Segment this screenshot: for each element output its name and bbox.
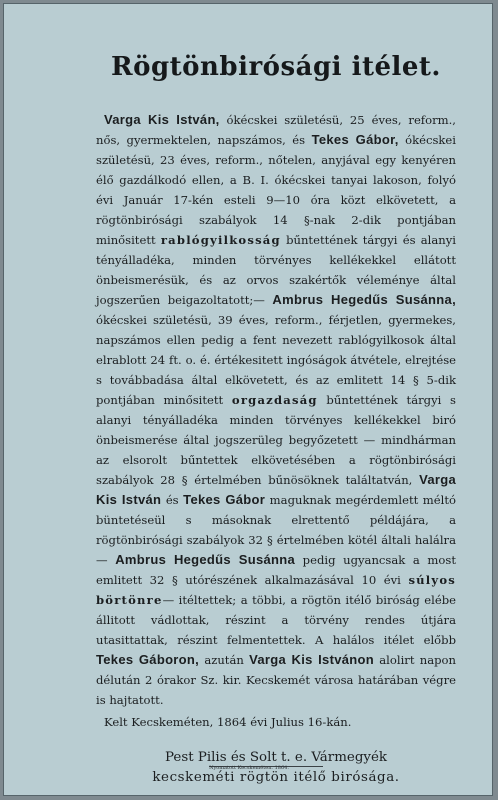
verdict-text-part: alolirt napon délután 2 órakor Sz. kir. Kecskemét városa határában végre is hajtatott. <box>96 653 456 707</box>
name-varga-kis-istvan: Varga Kis István, <box>104 112 220 127</box>
printer-imprint: Nyomatott Kecskeméten. 1864. <box>209 765 289 771</box>
name-tekes-gabor: Tekes Gábor <box>183 492 266 507</box>
crime-rablogyilkossag: rablógyilkosság <box>160 233 281 247</box>
verdict-text-part: maguknak megérdemlett méltó büntetéseül s másoknak elrettentő példájára, a rögtönbirósági szabályok 32 § értelmében kötél általi halálra — <box>96 493 457 567</box>
verdict-text-part: — itéltettek; a többi, a rögtön itélő biróság elébe állitott vádlottak, részint a törvény rendes útjára utasittattak, részint felmentettek. A halálos itélet előbb <box>96 593 456 647</box>
name-varga-kis-istvan: Varga Kis István <box>96 472 456 507</box>
court-line-2: kecskeméti rögtön itélő birósága. <box>152 770 400 785</box>
page-title: Rögtönbirósági itélet. <box>111 52 441 82</box>
verdict-text-part: pedig ugyancsak a most emlitett 32 § utórészének alkalmazásával 10 évi <box>96 553 456 587</box>
poster-sheet <box>3 3 493 796</box>
verdict-text-part: bűntettének tárgyi és alanyi tényálladéka, minden törvényes kellékekkel ellátott önbeismerésük, és az orvos szakértők véleménye által jogszerűen beigazoltatott;— <box>96 233 456 307</box>
verdict-text <box>96 110 456 710</box>
issue-date: Kelt Kecskeméten, 1864 évi Julius 16-kán. <box>104 715 352 729</box>
verdict-text-part: bűntettének tárgyi s alanyi tényálladéka minden törvényes kellékekkel biró önbeismerése által jogszerüleg begyőzetett — mindhárman az elsorolt bűntettek elkövetésében a rögtönbirósági szabályok 28 § értelmében bűnösöknek találtatván, <box>96 393 456 487</box>
name-ambrus-hegedus-susanna: Ambrus Hegedűs Susánna <box>115 552 296 567</box>
name-tekes-gaboron: Tekes Gáboron, <box>96 652 200 667</box>
name-tekes-gabor: Tekes Gábor, <box>311 132 399 147</box>
poster-content <box>96 52 456 788</box>
court-line-1: Pest Pilis és Solt t. e. Vármegyék <box>165 750 387 765</box>
verdict-text-part: ókécskei születésü, 23 éves, reform., nőtelen, anyjával egy kenyéren élő gazdálkodó ellen, a B. I. ókécskei tanyai lakoson, folyó évi Január 17-kén esteli 9—10 óra közt elkövetett, a rögtönbirósági szabályok 14 §-nak 2-dik pontjában minősitett <box>96 133 456 247</box>
crime-orgazdasag: orgazdaság <box>231 393 318 407</box>
verdict-text-part: azután <box>199 653 250 667</box>
verdict-text-part: ókécskei születésü, 25 éves, reform., nős, gyermektelen, napszámos, és <box>96 113 456 147</box>
name-varga-kis-istvanon: Varga Kis Istvánon <box>249 652 374 667</box>
verdict-text-part: és <box>161 493 184 507</box>
sentence-sulyos-bortonre: súlyos börtönre <box>96 573 456 607</box>
name-ambrus-hegedus-susanna: Ambrus Hegedűs Susánna, <box>272 292 456 307</box>
verdict-text-part: ókécskei születésü, 39 éves, reform., férjetlen, gyermekes, napszámos ellen pedig a fent nevezett rablógyilkosok által elrablott 24 ft. o. é. értékesitett ingóságok átvétele, elrejtése s továbbadása által elkövetett, és az emlitett 14 § 5-dik pontjában minősitett <box>96 313 456 407</box>
